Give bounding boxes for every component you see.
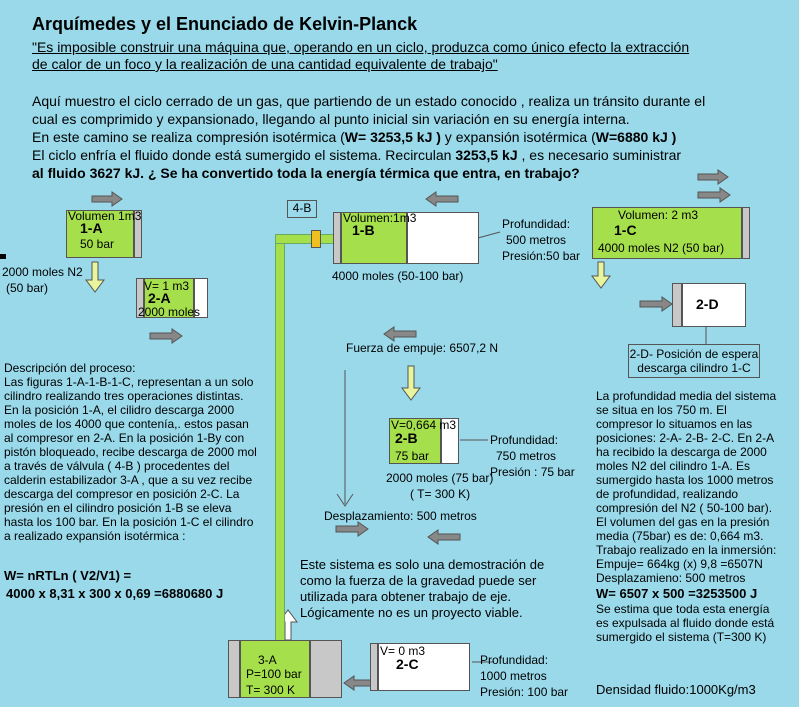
right-line: Se estima que toda esta energía — [596, 602, 770, 616]
quote-line-1: "Es imposible construir una máquina que, operando en un ciclo, produzca como único efecto la extracción — [32, 39, 690, 55]
cylinder-1c-name: 1-C — [614, 222, 637, 238]
cylinder-body — [407, 212, 479, 264]
intro-bold: 3627 kJ. ¿ Se ha convertido toda la energía térmica que entra, en trabajo? — [89, 165, 580, 181]
piston — [370, 643, 378, 691]
cylinder-2d-name: 2-D — [696, 296, 719, 312]
right-line: sumergido el sistema (T=300 K) — [596, 630, 767, 644]
intro-bold: W= 3253,5 kJ ) — [344, 129, 441, 145]
cylinder-2c-volume: V= 0 m3 — [380, 644, 426, 658]
cylinder-1a-name: 1-A — [80, 220, 103, 236]
desc-line: calderin estabilizador 3-A , que a su vez recibe — [4, 473, 253, 487]
caption-line: 2-D- Posición de espera — [629, 347, 759, 361]
intro-text: En este camino se realiza compresión isotérmica ( — [32, 129, 345, 145]
formula-1: W= nRTLn ( V2/V1) = — [4, 568, 132, 583]
right-line: Empuje= 664kg (x) 9,8 =6507N — [596, 557, 763, 571]
fluid-density: Densidad fluido:1000Kg/m3 — [596, 682, 756, 697]
piston — [672, 283, 682, 327]
cylinder-cap — [310, 640, 342, 698]
note-line: Este sistema es solo una demostración de — [300, 557, 545, 572]
desc-line: Las figuras 1-A-1-B-1-C, representan a un solo — [4, 375, 254, 389]
cylinder-1a-volume: Volumen 1m3 — [68, 209, 142, 223]
cylinder-1b-depth-label: Profundidad: — [502, 217, 571, 231]
cylinder-2b-pressure-depth: Presión : 75 bar — [490, 465, 575, 479]
cylinder-1a-moles: 2000 moles N2 — [2, 265, 83, 279]
desc-line: descarga del compresor en posición 2-C. La — [4, 487, 240, 501]
cylinder-1c-moles: 4000 moles N2 (50 bar) — [598, 241, 725, 255]
right-line: Desplazamieno: 500 metros — [596, 571, 746, 585]
note-text — [300, 557, 544, 621]
cylinder-2a-moles: 2000 moles — [138, 305, 201, 319]
right-line: compresión del N2 ( 50-100 bar). — [596, 501, 773, 515]
quote-line-2: de calor de un foco y la realización de una cantidad equivalente de trabajo" — [32, 56, 498, 72]
cylinder-3a-pressure: P=100 bar — [246, 667, 302, 681]
cylinder-2b-depth-value: 750 metros — [496, 449, 557, 463]
cylinder-2b-depth-label: Profundidad: — [490, 433, 559, 447]
right-line: es expulsada al fluido donde está — [596, 616, 775, 630]
caption-line: descarga cilindro 1-C — [637, 361, 751, 375]
desc-line: cilindro realizando tres operaciones distintas. — [4, 389, 244, 403]
desc-line: pistón bloqueado, recibe descarga de 2000 mol — [4, 445, 257, 459]
marker — [0, 254, 6, 259]
cylinder-2b-volume: V=0,664 m3 — [391, 418, 457, 432]
cylinder-2b-moles: 2000 moles (75 bar) — [386, 471, 494, 485]
cylinder-1b-moles: 4000 moles (50-100 bar) — [332, 269, 464, 283]
right-formula: W= 6507 x 500 =3253500 J — [596, 586, 758, 601]
desc-line: En la posición 1-A, el cilidro descarga 2000 — [4, 403, 235, 417]
process-description — [4, 361, 257, 543]
formula-2: 4000 x 8,31 x 300 x 0,69 =6880680 J — [6, 586, 224, 601]
cylinder-2b-pressure: 75 bar — [395, 449, 430, 463]
right-line: compresor lo situamos en las — [596, 417, 753, 431]
cylinder-2c-depth-label: Profundidad: — [480, 653, 549, 667]
cylinder-1b-pressure: Presión:50 bar — [502, 249, 581, 263]
right-line: La profundidad media del sistema — [596, 389, 777, 403]
intro-text: El ciclo enfría el fluido donde está sumergido el sistema. Recirculan — [32, 147, 456, 163]
cylinder-1b-name: 1-B — [352, 222, 375, 238]
horizontal-pipe — [275, 234, 337, 244]
piston — [742, 207, 750, 259]
cylinder-2a-volume: V= 1 m3 — [144, 279, 190, 293]
valve-4b — [311, 230, 321, 248]
desc-line: al compresor en 2-A. En la posición 1-By con — [4, 431, 245, 445]
piston — [333, 212, 341, 264]
desc-line: a través de válvula ( 4-B ) procedentes del — [4, 459, 230, 473]
valve-label: 4-B — [287, 200, 317, 218]
intro-line-1: Aquí muestro el ciclo cerrado de un gas, que partiendo de un estado conocido , realiza un tránsito durante el — [32, 93, 706, 109]
right-description — [596, 389, 776, 585]
right-line: media (75bar) es de: 0,664 m3. — [596, 529, 764, 543]
desc-line: a realizado expansión isotérmica : — [4, 529, 186, 543]
right-line: sumergido hasta los 1000 metros — [596, 473, 774, 487]
vertical-pipe — [275, 234, 285, 642]
desc-line: Descripción del proceso: — [4, 361, 136, 375]
cylinder-1b-depth-value: 500 metros — [506, 233, 567, 247]
cylinder-2c-name: 2-C — [396, 656, 419, 672]
cylinder-1a-pressure: 50 bar — [80, 237, 115, 251]
right-line: El volumen del gas en la presión — [596, 515, 770, 529]
desc-line: presión en el cilindro posición 1-B se eleva — [4, 501, 232, 515]
cylinder-2b-temp: ( T= 300 K) — [410, 487, 471, 501]
displacement-label: Desplazamiento: 500 metros — [324, 509, 477, 523]
cylinder-3a-name: 3-A — [258, 653, 277, 667]
cylinder-1c-volume: Volumen: 2 m3 — [618, 208, 699, 222]
note-line: Lógicamente no es un proyecto viable. — [300, 605, 523, 620]
right-description-2 — [596, 602, 774, 644]
page-title: Arquímedes y el Enunciado de Kelvin-Planck — [32, 14, 418, 34]
right-line: de profundidad, realizando — [596, 487, 739, 501]
cylinder-3a-temp: T= 300 K — [246, 683, 296, 697]
cylinder-2d-caption — [628, 344, 760, 378]
cylinder-2a-name: 2-A — [148, 290, 171, 306]
cylinder-2b-name: 2-B — [395, 430, 418, 446]
intro-bold: W=6880 kJ ) — [595, 129, 677, 145]
right-line: ha recibido la descarga de 2000 — [596, 445, 767, 459]
right-line: moles N2 del cilindro 1-A. Es — [596, 459, 751, 473]
force-label: Fuerza de empuje: 6507,2 N — [346, 341, 499, 355]
note-line: como la fuerza de la gravedad puede ser — [300, 573, 537, 588]
note-line: utilizada para obtener trabajo de eje. — [300, 589, 512, 604]
cylinder-cap — [228, 640, 240, 698]
desc-line: hasta los 100 bar. En la posición 1-C el cilindro — [4, 515, 254, 529]
leader-line — [478, 232, 500, 238]
intro-text: , es necesario suministrar — [517, 147, 682, 163]
cylinder-1b-volume: Volumen:1m3 — [343, 211, 417, 225]
right-line: posiciones: 2-A- 2-B- 2-C. En 2-A — [596, 431, 775, 445]
cylinder-1a-pressure-2: (50 bar) — [6, 281, 49, 295]
cylinder-2c-depth-value: 1000 metros — [480, 669, 547, 683]
cylinder-2c-pressure: Presión: 100 bar — [480, 685, 569, 699]
intro-bold: 3253,5 kJ — [455, 147, 518, 163]
intro-text: y expansión isotérmica ( — [440, 129, 596, 145]
right-line: Trabajo realizado en la inmersión: — [596, 543, 777, 557]
right-line: se situa en los 750 m. El — [596, 403, 727, 417]
intro-bold: al fluido — [32, 165, 90, 181]
intro-line-2: cual es comprimido y expansionado, llegando al punto inicial sin variación en su energía interna. — [32, 111, 630, 127]
desc-line: moles de los 4000 que contenía,. estos pasan — [4, 417, 249, 431]
